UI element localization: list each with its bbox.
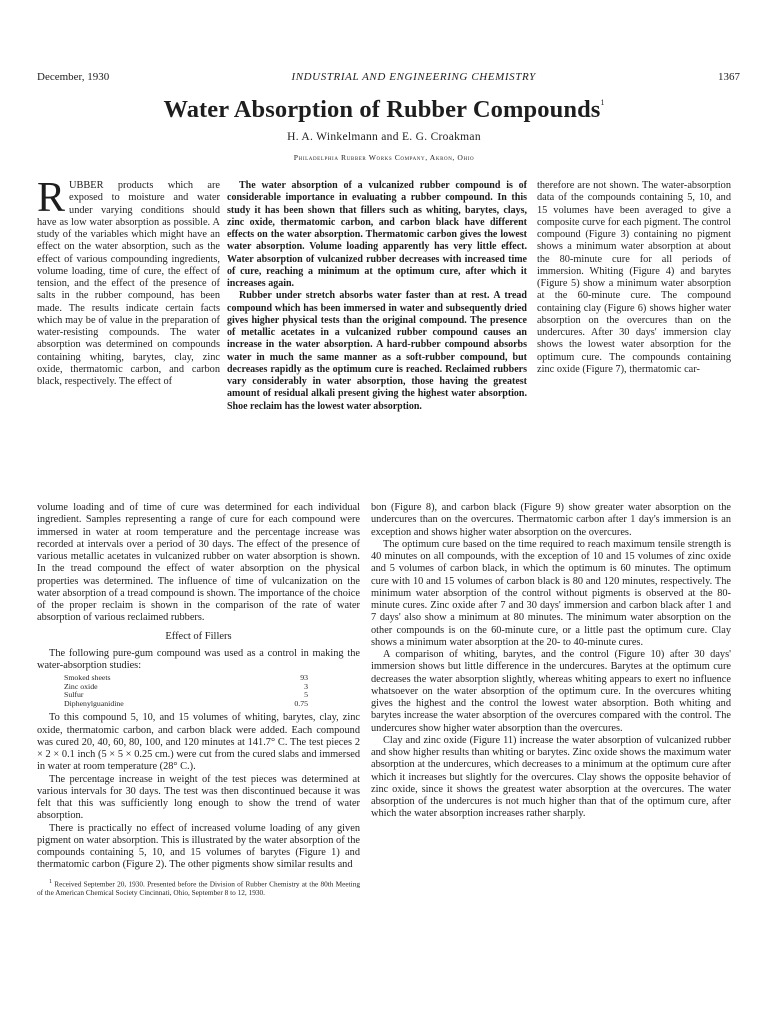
formula-ingredient: Zinc oxide xyxy=(64,681,98,691)
intro-paragraph xyxy=(37,175,220,388)
right-narrow-column xyxy=(537,180,731,376)
right-paragraph-3: A comparison of whiting, barytes, and the control (Figure 10) after 30 days' immersion shows but little difference in the undercures. Barytes at the optimum cure decreases the water absorption slightly, whereas whiting appears to exert no influence whatsoever on the water absorption of the optimum cure. In the overcures whiting gives the highest and the control the lowest water absorption. Both whiting and barytes increase the water absorption of the overcures compared with the control. The undercures show higher water absorption than the overcures. xyxy=(371,649,731,734)
intro-column xyxy=(37,175,220,388)
intro-text: UBBER products which are exposed to moisture and water under varying conditions should have as low water absorption as possible. A study of the variables which might have an effect on the water absorption, such as the effect of various compounding ingredients, volume loading, time of cure, the effect of tension, and the effect of the presence of salts in the rubber compound, has been made. The results indicate certain facts which may be of value in the preparation of water-resisting compounds. The water absorption was determined on compounds containing whiting, barytes, clay, zinc oxide, thermatomic carbon, and carbon black, respectively. The effect of xyxy=(37,180,220,387)
title-footnote-mark: 1 xyxy=(600,98,605,107)
drop-cap: R xyxy=(37,175,66,221)
right-column xyxy=(371,502,731,821)
right-paragraph-1: bon (Figure 8), and carbon black (Figure 9) show greater water absorption on the undercures than on the overcures. Thermatomic carbon after 1 day's immersion is an exception and shows higher water absorption on the overcures. xyxy=(371,502,731,538)
formula-amount: 3 xyxy=(304,681,308,691)
formula-ingredient: Diphenylguanidine xyxy=(64,698,124,708)
issue-date: December, 1930 xyxy=(37,71,110,83)
footnote xyxy=(37,878,360,898)
affiliation: Philadelphia Rubber Works Company, Akron, Ohio xyxy=(293,153,475,162)
article-title xyxy=(0,96,768,124)
left-paragraph-1: volume loading and of time of cure was determined for each individual ingredient. Samples representing a range of cure for each compound were immersed in water at room temperature and the percentage increase was recorded at intervals over a period of 30 days. The effect of the presence of various metallic acetates in vulcanized rubber on water absorption is shown. In the tread compound the effect of water absorption on the physical properties was determined. The influence of time of vulcanization on the water absorption of a tread compound is shown. The importance of the choice of the proper reclaim is shown in the comparison of the rate of water absorption of various reclaimed rubbers. xyxy=(37,502,360,624)
authors: H. A. Winkelmann and E. G. Croakman xyxy=(287,131,481,143)
formula-row xyxy=(64,683,308,692)
compound-formula-table xyxy=(64,674,308,708)
abstract xyxy=(227,180,527,413)
formula-amount: 93 xyxy=(300,673,308,682)
formula-ingredient: Sulfur xyxy=(64,690,84,700)
title-text: Water Absorption of Rubber Compounds xyxy=(163,96,601,123)
abstract-paragraph-1: The water absorption of a vulcanized rubber compound is of considerable importance in evaluating a rubber compound. In this study it has been shown that fillers such as whiting, barytes, clays, zinc oxide, thermatomic carbon, and carbon black have different effects on the water absorption. Thermatomic carbon gives the lowest water absorption. Volume loading apparently has very little effect. Water absorption of vulcanized rubber decreases with increased time of cure, reaching a minimum at the optimum cure, after which it increases again. xyxy=(227,180,527,289)
right-narrow-text: therefore are not shown. The water-absorption data of the compounds containing 5, 10, and 15 volumes have been averaged to give a composite curve for each pigment. The control compound (Figure 3) containing no pigment shows a minimum water absorption at about the 80-minute cure for all periods of immersion. Whiting (Figure 4) and barytes (Figure 5) show a minimum water absorption at the 60-minute cure. The compound containing clay (Figure 6) shows higher water absorption on the overcures than on the undercures. After 30 days' immersion clay shows the lowest water absorption for the optimum cure. The compounds containing zinc oxide (Figure 7), thermatomic car- xyxy=(537,180,731,375)
formula-row xyxy=(64,700,308,709)
footnote-mark: 1 xyxy=(49,878,52,885)
footnote-text: Received September 20, 1930. Presented before the Division of Rubber Chemistry at the 80th Meeting of the American Chemical Society Cincinnati, Ohio, September 8 to 12, 1930. xyxy=(37,879,360,898)
left-paragraph-5: There is practically no effect of increased volume loading of any given pigment on water absorption. This is illustrated by the water absorption of the compounds containing 5, 10, and 15 volumes of barytes (Figure 1) and thermatomic carbon (Figure 2). The other pigments show similar results and xyxy=(37,822,360,871)
left-paragraph-4: The percentage increase in weight of the test pieces was determined at various intervals for 30 days. The test was then discontinued because it was felt that this was sufficiently long enough to show the trend of water absorption. xyxy=(37,773,360,822)
journal-name: INDUSTRIAL AND ENGINEERING CHEMISTRY xyxy=(291,71,536,83)
page-number: 1367 xyxy=(717,71,740,83)
right-paragraph-4: Clay and zinc oxide (Figure 11) increase the water absorption of vulcanized rubber and show higher results than whiting or barytes. Zinc oxide shows the maximum water absorption at the undercures, which decreases to a minimum at the optimum cure after which it increases but slightly for the overcures. Clay shows the opposite behavior of zinc oxide, since it shows the greatest water absorption at the overcures. The water absorption of the undercures is not much higher than that of the optimum cure, after which the water absorption increases rather sharply. xyxy=(371,734,731,820)
formula-row xyxy=(64,674,308,683)
formula-ingredient: Smoked sheets xyxy=(64,673,111,682)
formula-amount: 5 xyxy=(304,690,308,700)
right-paragraph-2: The optimum cure based on the time required to reach maximum tensile strength is 40 minutes on all compounds, with the exception of 10 and 15 volumes of zinc oxide and 5 volumes of carbon black, in which the optimum is 60 minutes. The optimum cure with 10 and 15 volumes of carbon black is 80 and 120 minutes, respectively. The minimum water absorption of the control without pigments is observed at the 80-minute cures. Zinc oxide after 7 and 30 days' immersion and carbon black after 1 and 7 days' also show a minimum at 80 minutes. The minimum water absorption on the other compounds is on the 60-minute cure, or a little past the optimum cure. Clay shows a minimum water absorption at the 20- to 40-minute cures. xyxy=(371,538,731,648)
section-heading-effect-of-fillers: Effect of Fillers xyxy=(165,630,232,642)
left-column xyxy=(37,502,360,897)
abstract-paragraph-2: Rubber under stretch absorbs water faster than at rest. A tread compound which has been immersed in water and subsequently dried gives higher physical tests than the original compound. The presence of metallic acetates in a vulcanized rubber compound causes an increase in the water absorption. A hard-rubber compound absorbs water in much the same manner as a soft-rubber compound, but decreases rapidly as the optimum cure is reached. Reclaimed rubbers vary considerably in water absorption, those having the greatest amount of residual alkali present giving the highest water absorption. Shoe reclaim has the lowest water absorption. xyxy=(227,290,527,412)
left-paragraph-2: The following pure-gum compound was used as a control in making the water-absorption studies: xyxy=(37,647,360,671)
left-paragraph-3: To this compound 5, 10, and 15 volumes of whiting, barytes, clay, zinc oxide, thermatomic carbon, and carbon black were added. Each compound was cured 20, 40, 60, 80, 100, and 120 minutes at 141.7° C. The test pieces 2 × 2 × 0.1 inch (5 × 5 × 0.25 cm.) were cut from the cured slabs and immersed in water at room temperature (28° C.). xyxy=(37,712,360,773)
formula-amount: 0.75 xyxy=(294,698,308,708)
page-header xyxy=(37,69,740,85)
